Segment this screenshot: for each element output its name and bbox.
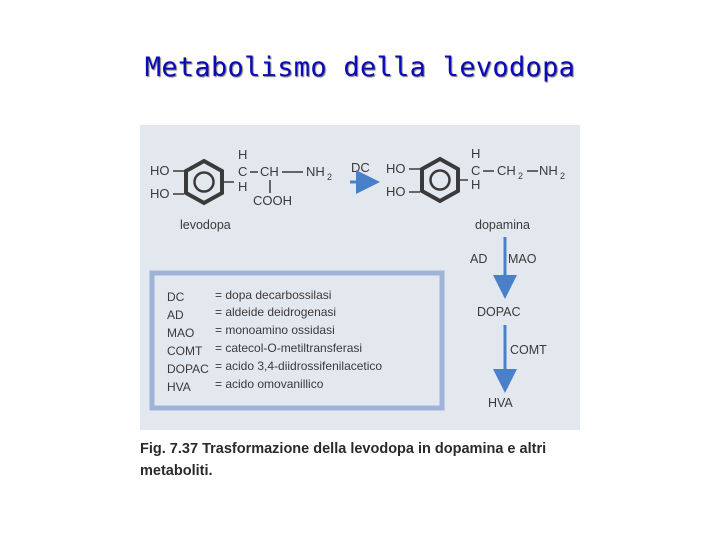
dopamine-nh-sub: 2 [560, 171, 566, 181]
dopamine-ch-sub: 2 [518, 171, 524, 181]
levodopa-nh-sub: 2 [327, 172, 333, 182]
levodopa-oh-1: HO [150, 163, 170, 178]
legend-abbr-dopac: DOPAC [167, 362, 209, 376]
enzyme-comt-label: COMT [510, 343, 547, 357]
metabolism-figure [140, 125, 580, 430]
dopamine-h-bottom: H [471, 177, 481, 192]
enzyme-ad-label: AD [470, 252, 488, 266]
legend-abbr-comt: COMT [167, 344, 203, 358]
levodopa-h-top: H [238, 147, 248, 162]
levodopa-oh-2: HO [150, 186, 170, 201]
dopamine-label: dopamina [475, 218, 530, 232]
legend-def-dopac: = acido 3,4-diidrossifenilacetico [215, 359, 383, 373]
slide-title: Metabolismo della levodopa [144, 52, 576, 83]
figure-caption [140, 438, 560, 482]
benzene-ring-2 [422, 159, 458, 201]
abbreviation-legend [152, 273, 442, 408]
legend-def-ad: = aldeide deidrogenasi [215, 305, 337, 319]
dopamine-c: C [471, 163, 481, 178]
levodopa-h-bottom: H [238, 179, 248, 194]
dopamine-oh-1: HO [386, 161, 406, 176]
enzyme-dc-label: DC [351, 160, 370, 175]
figure-number: Fig. 7.37 [140, 441, 199, 457]
levodopa-c: C [238, 164, 248, 179]
levodopa-structure [150, 147, 332, 232]
benzene-ring-1 [186, 161, 222, 203]
metabolite-hva: HVA [488, 396, 513, 410]
dopamine-h-top: H [471, 146, 481, 161]
enzyme-mao-label: MAO [508, 252, 537, 266]
dopamine-oh-2: HO [386, 184, 406, 199]
levodopa-ch: CH [260, 164, 279, 179]
legend-def-hva: = acido omovanillico [215, 377, 324, 391]
pathway-diagram [140, 125, 580, 430]
levodopa-label: levodopa [180, 218, 231, 232]
metabolite-dopac: DOPAC [477, 305, 521, 319]
legend-abbr-hva: HVA [167, 380, 191, 394]
dopamine-structure [386, 146, 565, 232]
figure-caption-text: Trasformazione della levodopa in dopamina e altri metaboliti. [140, 441, 547, 479]
legend-abbr-mao: MAO [167, 326, 195, 340]
dopamine-ch: CH [497, 163, 516, 178]
legend-def-comt: = catecol-O-metiltransferasi [215, 341, 363, 355]
legend-abbr-dc: DC [167, 290, 185, 304]
legend-def-mao: = monoamino ossidasi [215, 323, 335, 337]
dopamine-nh: NH [539, 163, 558, 178]
legend-abbr-ad: AD [167, 308, 184, 322]
levodopa-cooh: COOH [253, 193, 292, 208]
legend-def-dc: = dopa decarbossilasi [215, 288, 332, 302]
levodopa-nh: NH [306, 164, 325, 179]
